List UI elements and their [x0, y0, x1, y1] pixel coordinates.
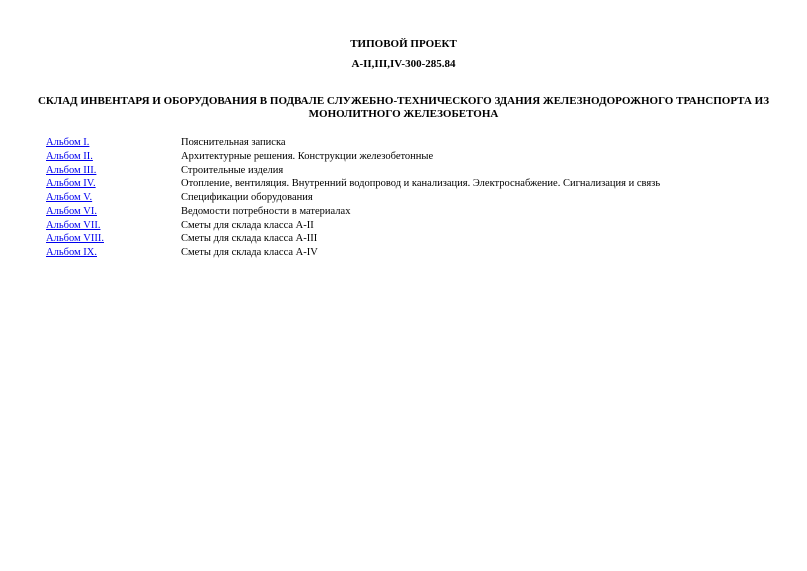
album-row-2 — [46, 150, 766, 164]
album-link-5[interactable]: Альбом V. — [46, 192, 93, 203]
album-description-1: Пояснительная записка — [181, 137, 286, 148]
album-description-8: Сметы для склада класса А-III — [181, 233, 318, 245]
album-link-3[interactable]: Альбом III. — [46, 164, 97, 176]
album-description-7: Сметы для склада класса А-II — [181, 219, 314, 231]
album-row-6 — [46, 205, 766, 219]
document-code: А-II,III,IV-300-285.84 — [351, 58, 456, 70]
album-list — [46, 136, 766, 260]
album-link-9[interactable]: Альбом IX. — [46, 247, 97, 258]
album-description-3: Строительные изделия — [181, 164, 284, 176]
document-title: ТИПОВОЙ ПРОЕКТ — [350, 38, 457, 50]
album-link-7[interactable]: Альбом VII. — [46, 219, 101, 231]
album-link-4[interactable]: Альбом IV. — [46, 178, 96, 190]
album-description-2: Архитектурные решения. Конструкции железобетонные — [181, 150, 434, 162]
album-row-1 — [46, 136, 766, 150]
album-row-7 — [46, 219, 766, 233]
album-description-9: Сметы для склада класса А-IV — [181, 247, 318, 258]
album-link-6[interactable]: Альбом VI. — [46, 205, 97, 217]
album-link-8[interactable]: Альбом VIII. — [46, 233, 104, 245]
album-row-5 — [46, 191, 766, 205]
album-description-5: Спецификации оборудования — [181, 192, 313, 203]
document-heading: СКЛАД ИНВЕНТАРЯ И ОБОРУДОВАНИЯ В ПОДВАЛЕ СЛУЖЕБНО-ТЕХНИЧЕСКОГО ЗДАНИЯ ЖЕЛЕЗНОДОРОЖНОГО ТРАНСПОРТА ИЗ МОНОЛИТНОГО ЖЕЛЕЗОБЕТОНА — [37, 95, 770, 120]
album-description-6: Ведомости потребности в материалах — [181, 205, 351, 217]
album-link-1[interactable]: Альбом I. — [46, 137, 90, 148]
album-row-9 — [46, 246, 766, 260]
album-row-3 — [46, 164, 766, 178]
album-description-4: Отопление, вентиляция. Внутренний водопровод и канализация. Электроснабжение. Сигнализация и связь — [181, 178, 661, 190]
album-row-4 — [46, 177, 766, 191]
album-link-2[interactable]: Альбом II. — [46, 150, 93, 162]
album-row-8 — [46, 232, 766, 246]
